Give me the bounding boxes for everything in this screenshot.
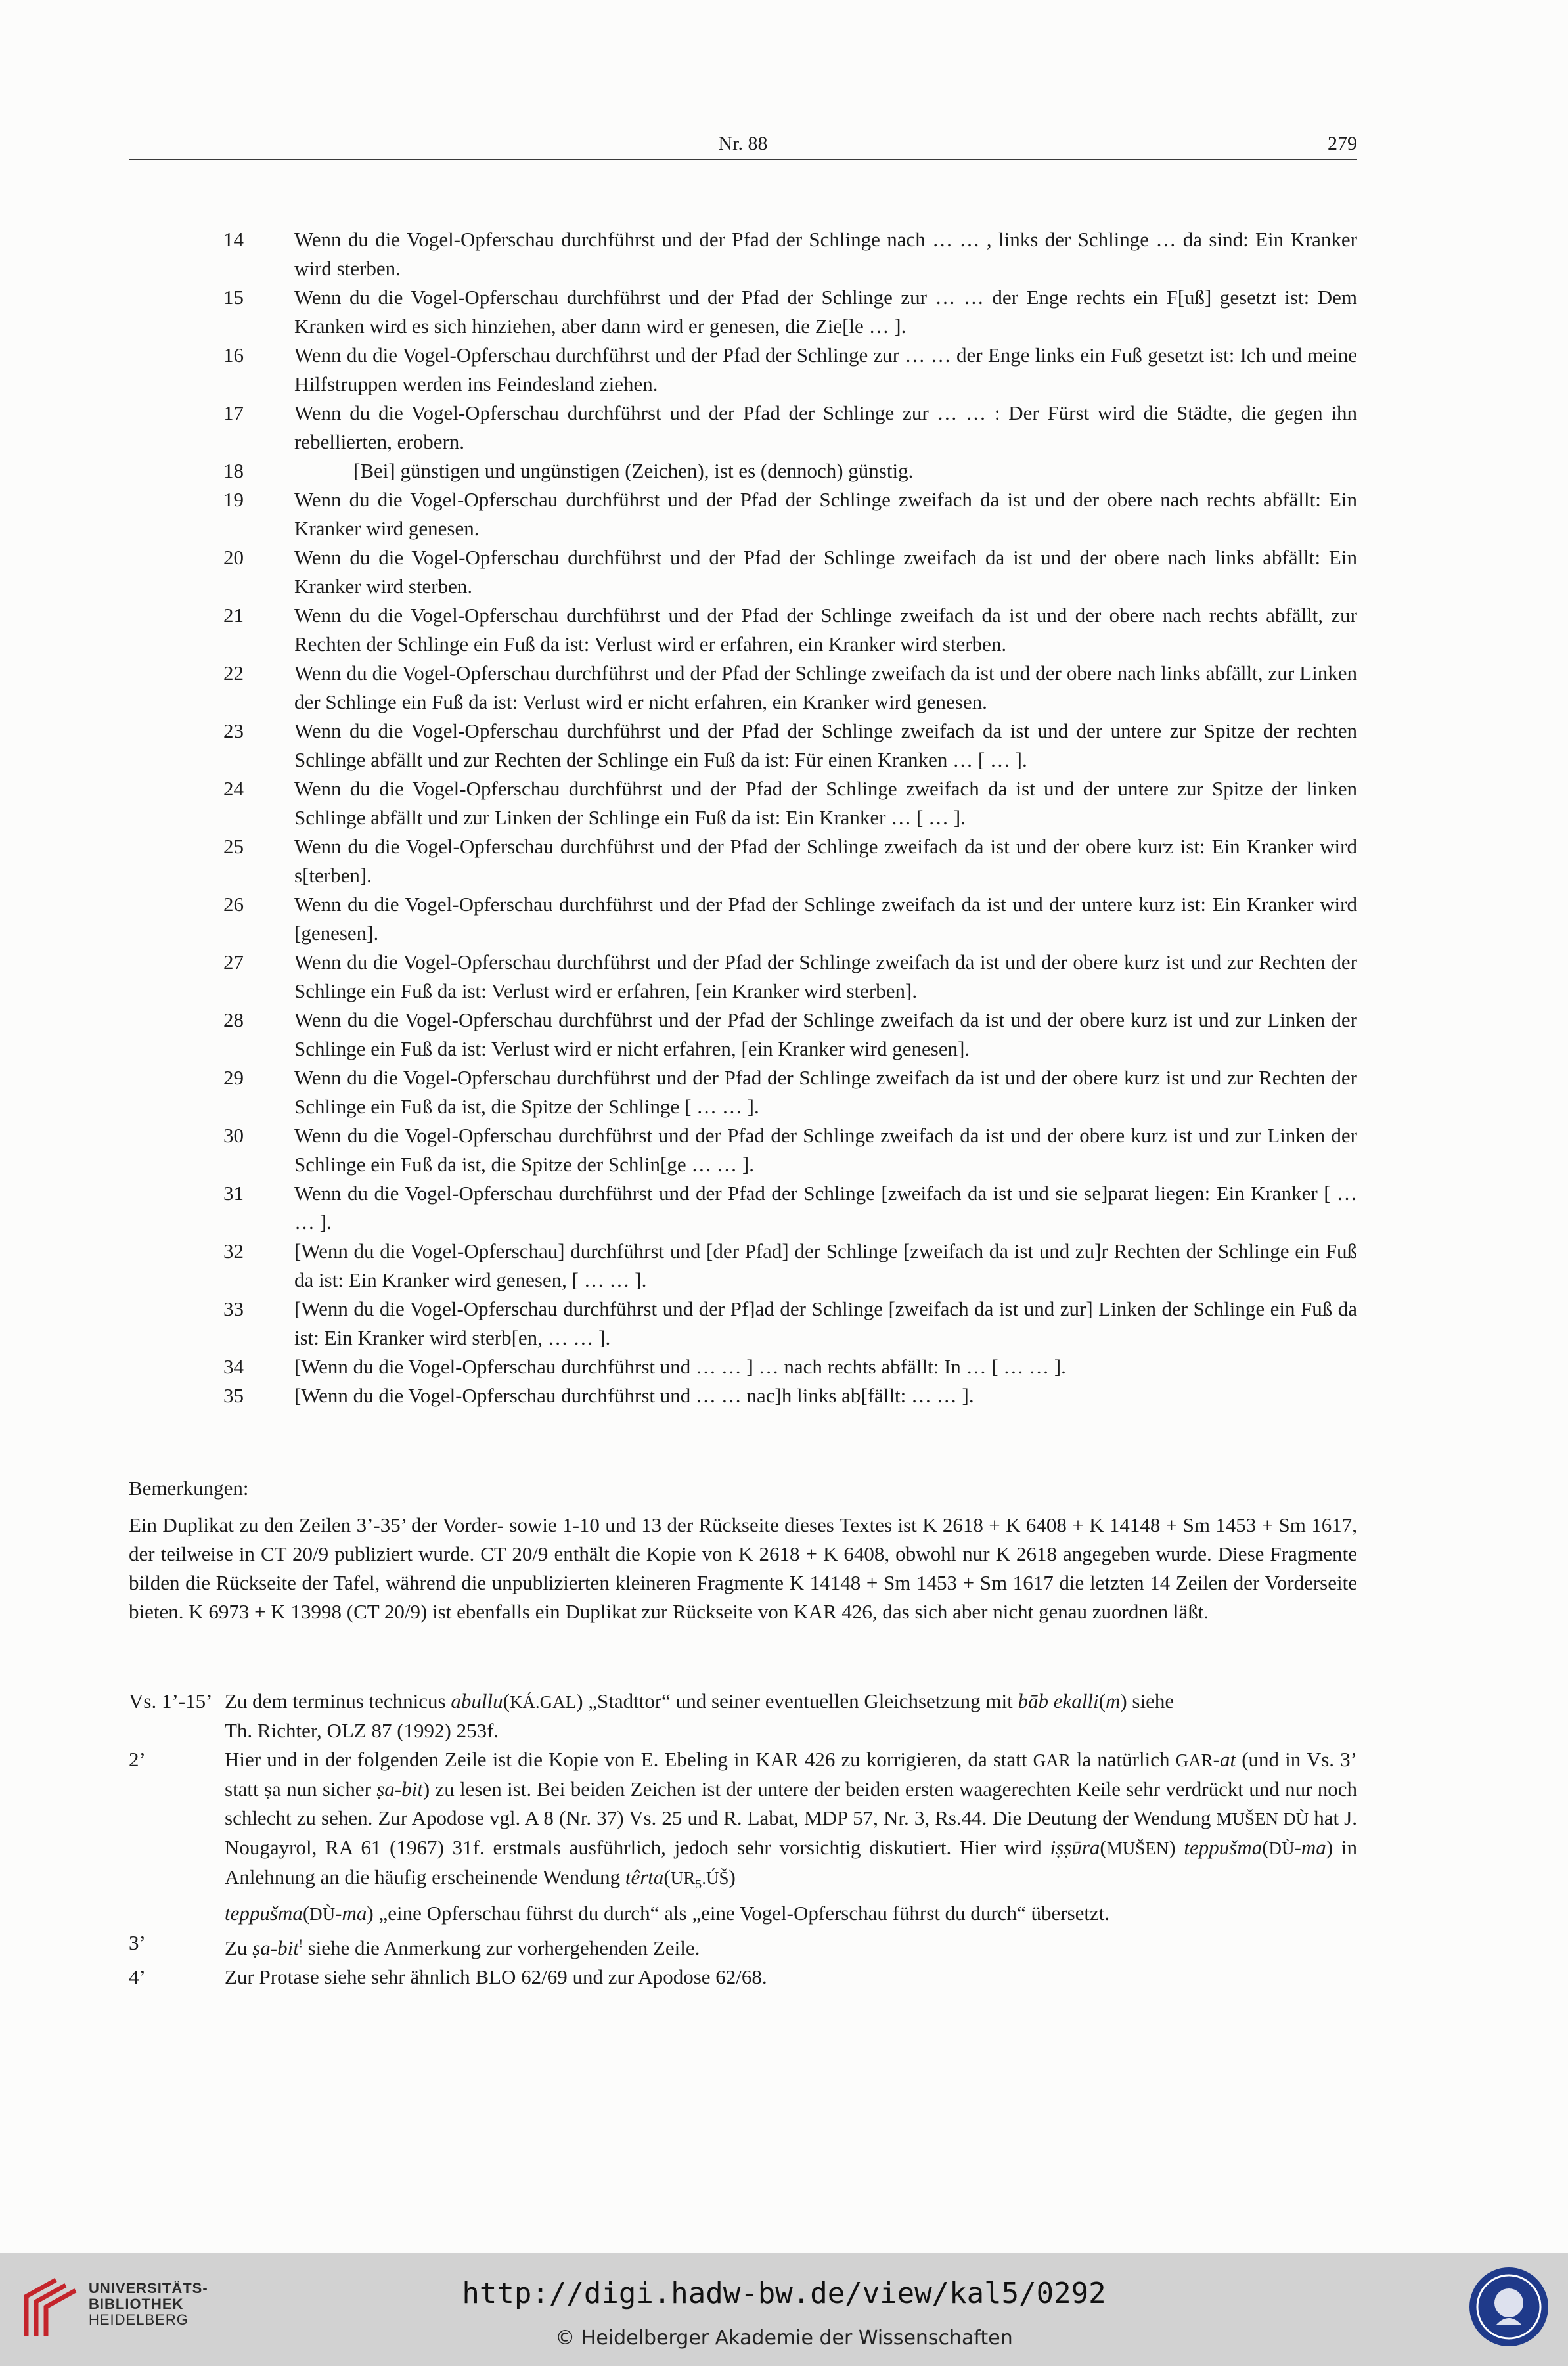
translation-line — [223, 1179, 1357, 1237]
line-text: Wenn du die Vogel-Opferschau durchführst und der Pfad der Schlinge zweifach da ist und der obere nach links abfällt: Ein Kranker wird sterben. — [294, 546, 1357, 598]
line-text: Wenn du die Vogel-Opferschau durchführst und der Pfad der Schlinge zweifach da ist und der untere zur Spitze der rechten Schlinge abfällt und zur Rechten der Schlinge ein Fuß da ist: Für einen Kranken … [ … ]. — [294, 719, 1357, 771]
translation-line — [223, 283, 1357, 341]
line-text: Wenn du die Vogel-Opferschau durchführst und der Pfad der Schlinge zweifach da ist und der obere kurz ist und zur Linken der Schlinge ein Fuß da ist, die Spitze der Schlin[ge … … ]. — [294, 1124, 1357, 1176]
line-number: 31 — [223, 1182, 244, 1205]
line-text: Wenn du die Vogel-Opferschau durchführst und der Pfad der Schlinge nach … … , links der Schlinge … da sind: Ein Kranker wird sterben. — [294, 228, 1357, 280]
line-number: 27 — [223, 950, 244, 973]
section-number: Nr. 88 — [718, 133, 768, 154]
translation-line — [223, 399, 1357, 457]
line-text: Wenn du die Vogel-Opferschau durchführst und der Pfad der Schlinge zur … … der Enge links ein Fuß gesetzt ist: Ich und meine Hilfstruppen werden ins Feindesland ziehen. — [294, 344, 1357, 395]
translation-lines — [223, 225, 1357, 1410]
translation-line — [223, 457, 1357, 485]
note-reference: 4’ — [129, 1965, 146, 1988]
permalink-url[interactable]: http://digi.hadw-bw.de/view/kal5/0292 — [462, 2277, 1106, 2310]
line-text: Wenn du die Vogel-Opferschau durchführst und der Pfad der Schlinge zur … … : Der Fürst wird die Städte, die gegen ihn rebellierten, erobern. — [294, 401, 1357, 453]
line-number: 18 — [223, 459, 244, 482]
translation-line — [223, 659, 1357, 717]
translation-line — [223, 1295, 1357, 1352]
line-text: Wenn du die Vogel-Opferschau durchführst und der Pfad der Schlinge zweifach da ist und der obere nach rechts abfällt: Ein Kranker wird genesen. — [294, 488, 1357, 540]
line-number: 32 — [223, 1239, 244, 1262]
translation-line — [223, 1121, 1357, 1179]
page-number: 279 — [1328, 133, 1357, 154]
line-number: 16 — [223, 344, 244, 367]
line-number: 28 — [223, 1008, 244, 1031]
commentary-note — [129, 1963, 1357, 1992]
line-number: 17 — [223, 401, 244, 424]
line-text: Wenn du die Vogel-Opferschau durchführst und der Pfad der Schlinge zweifach da ist und der untere zur Spitze der linken Schlinge abfällt und zur Linken der Schlinge ein Fuß da ist: Ein Kranker … [ … ]. — [294, 777, 1357, 829]
running-head — [129, 133, 1357, 160]
line-number: 21 — [223, 604, 244, 627]
line-text: [Bei] günstigen und ungünstigen (Zeichen), ist es (dennoch) günstig. — [353, 459, 914, 482]
remarks-paragraph: Ein Duplikat zu den Zeilen 3’-35’ der Vorder- sowie 1-10 und 13 der Rückseite dieses Textes ist K 2618 + K 6408 + K 14148 + Sm 1453 + Sm 1617, der teilweise in CT 20/9 publiziert wurde. CT 20/9 enthält die Kopie von K 2618 + K 6408, obwohl nur K 2618 angegeben wurde. Diese Fragmente bilden die Rückseite der Tafel, während die unpublizierten kleineren Fragmente K 14148 + Sm 1453 + Sm 1617 die letzten 14 Zeilen der Vorderseite bieten. K 6973 + K 13998 (CT 20/9) ist ebenfalls ein Duplikat zur Rückseite von KAR 426, das sich aber nicht genau zuordnen läßt. — [129, 1513, 1357, 1623]
translation-line — [223, 1237, 1357, 1295]
translation-line — [223, 717, 1357, 774]
translation-line — [223, 832, 1357, 890]
line-text: [Wenn du die Vogel-Opferschau durchführst und … … ] … nach rechts abfällt: In … [ … … ]. — [294, 1355, 1066, 1378]
line-text: Wenn du die Vogel-Opferschau durchführst und der Pfad der Schlinge zweifach da ist und der obere kurz ist und zur Rechten der Schlinge ein Fuß da ist: Verlust wird er erfahren, [ein Kranker wird sterben]. — [294, 950, 1357, 1002]
line-text: Wenn du die Vogel-Opferschau durchführst und der Pfad der Schlinge zweifach da ist und der obere kurz ist und zur Linken der Schlinge ein Fuß da ist: Verlust wird er nicht erfahren, [ein Kranker wird genesen]. — [294, 1008, 1357, 1060]
line-text: Wenn du die Vogel-Opferschau durchführst und der Pfad der Schlinge zweifach da ist und der obere nach rechts abfällt, zur Rechten der Schlinge ein Fuß da ist: Verlust wird er erfahren, ein Kranker wird sterben. — [294, 604, 1357, 656]
note-reference: 2’ — [129, 1748, 146, 1771]
commentary-notes — [129, 1687, 1357, 1992]
library-name[interactable]: UNIVERSITÄTS- BIBLIOTHEK HEIDELBERG — [89, 2280, 208, 2328]
translation-line — [223, 543, 1357, 601]
line-number: 26 — [223, 893, 244, 916]
line-number: 20 — [223, 546, 244, 569]
line-number: 14 — [223, 228, 244, 251]
line-number: 22 — [223, 661, 244, 684]
line-text: Wenn du die Vogel-Opferschau durchführst und der Pfad der Schlinge zweifach da ist und der obere kurz ist und zur Rechten der Schlinge ein Fuß da ist, die Spitze der Schlinge [ … … ]. — [294, 1066, 1357, 1118]
commentary-note — [129, 1745, 1357, 1929]
note-reference: 3’ — [129, 1931, 146, 1955]
line-text: [Wenn du die Vogel-Opferschau durchführst und der Pf]ad der Schlinge [zweifach da ist und zur] Linken der Schlinge ein Fuß da ist: Ein Kranker wird sterb[en, … … ]. — [294, 1297, 1357, 1349]
line-text: [Wenn du die Vogel-Opferschau durchführst und … … nac]h links ab[fällt: … … ]. — [294, 1384, 974, 1407]
translation-line — [223, 1006, 1357, 1063]
translation-line — [223, 890, 1357, 948]
note-reference: Vs. 1’-15’ — [129, 1689, 213, 1712]
note-text: Hier und in der folgenden Zeile ist die Kopie von E. Ebeling in KAR 426 zu korrigieren, da statt GAR la natürlich GAR-at (und in Vs. 3’ statt ṣa nun sicher ṣa-bit) zu lesen ist. Bei beiden Zeichen ist der untere der beiden ersten waagerechten Keile sehr verdrückt und nur noch schlecht zu sehen. Zur Apodose vgl. A 8 (Nr. 37) Vs. 25 und R. Labat, MDP 57, Nr. 3, Rs.44. Die Deutung der Wendung MUŠEN DÙ hat J. Nougayrol, RA 61 (1967) 31f. erstmals ausführlich, jedoch sehr vorsichtig diskutiert. Hier wird iṣṣūra(MUŠEN) teppušma(DÙ-ma) in Anlehnung an die häufig erscheinende Wendung $têrta(UR_5.ÚŠ)$ teppušma(DÙ-ma) „eine Opferschau führst du durch“ als „eine Vogel-Opferschau führst du durch“ übersetzt. — [225, 1748, 1358, 1925]
note-text: Zu ṣa-bit! siehe die Anmerkung zur vorhergehenden Zeile. — [225, 1936, 700, 1959]
line-number: 25 — [223, 835, 244, 858]
line-number: 33 — [223, 1297, 244, 1320]
line-number: 24 — [223, 777, 244, 800]
translation-line — [223, 341, 1357, 399]
note-text: Zu dem terminus technicus abullu(KÁ.GAL) „Stadttor“ und seiner eventuellen Gleichsetzung mit bāb ekalli(m) siehe — [225, 1689, 1175, 1712]
line-text: [Wenn du die Vogel-Opferschau] durchführst und [der Pfad] der Schlinge [zweifach da ist und zu]r Rechten der Schlinge ein Fuß da ist: Ein Kranker wird genesen, [ … … ]. — [294, 1239, 1357, 1291]
line-text: Wenn du die Vogel-Opferschau durchführst und der Pfad der Schlinge zur … … der Enge rechts ein F[uß] gesetzt ist: Dem Kranken wird es sich hinziehen, aber dann wird er genesen, die Zie[le … ]. — [294, 286, 1357, 338]
line-text: Wenn du die Vogel-Opferschau durchführst und der Pfad der Schlinge zweifach da ist und der obere nach links abfällt, zur Linken der Schlinge ein Fuß da ist: Verlust wird er nicht erfahren, ein Kranker wird genesen. — [294, 661, 1357, 713]
commentary-note — [129, 1687, 1357, 1745]
line-number: 23 — [223, 719, 244, 742]
translation-line — [223, 948, 1357, 1006]
academy-seal-icon[interactable] — [1467, 2265, 1551, 2349]
note-continuation: Th. Richter, OLZ 87 (1992) 253f. — [225, 1719, 499, 1742]
line-number: 15 — [223, 286, 244, 309]
commentary-note — [129, 1929, 1357, 1962]
translation-line — [223, 774, 1357, 832]
line-number: 35 — [223, 1384, 244, 1407]
line-text: Wenn du die Vogel-Opferschau durchführst und der Pfad der Schlinge zweifach da ist und der untere kurz ist: Ein Kranker wird [genesen]. — [294, 893, 1357, 945]
note-text: Zur Protase siehe sehr ähnlich BLO 62/69 und zur Apodose 62/68. — [225, 1965, 767, 1988]
line-text: Wenn du die Vogel-Opferschau durchführst und der Pfad der Schlinge [zweifach da ist und sie se]parat liegen: Ein Kranker [ … … ]. — [294, 1182, 1357, 1234]
line-number: 19 — [223, 488, 244, 511]
translation-line — [223, 1381, 1357, 1410]
line-number: 30 — [223, 1124, 244, 1147]
line-number: 34 — [223, 1355, 244, 1378]
translation-line — [223, 1063, 1357, 1121]
remarks-heading: Bemerkungen: — [129, 1477, 249, 1500]
copyright-notice: © Heidelberger Akademie der Wissenschaften — [555, 2327, 1013, 2350]
translation-line — [223, 601, 1357, 659]
translation-line — [223, 225, 1357, 283]
line-text: Wenn du die Vogel-Opferschau durchführst und der Pfad der Schlinge zweifach da ist und der obere kurz ist: Ein Kranker wird s[terben]. — [294, 835, 1357, 887]
viewer-footer — [0, 2253, 1568, 2366]
translation-line — [223, 485, 1357, 543]
line-number: 29 — [223, 1066, 244, 1089]
translation-line — [223, 1352, 1357, 1381]
